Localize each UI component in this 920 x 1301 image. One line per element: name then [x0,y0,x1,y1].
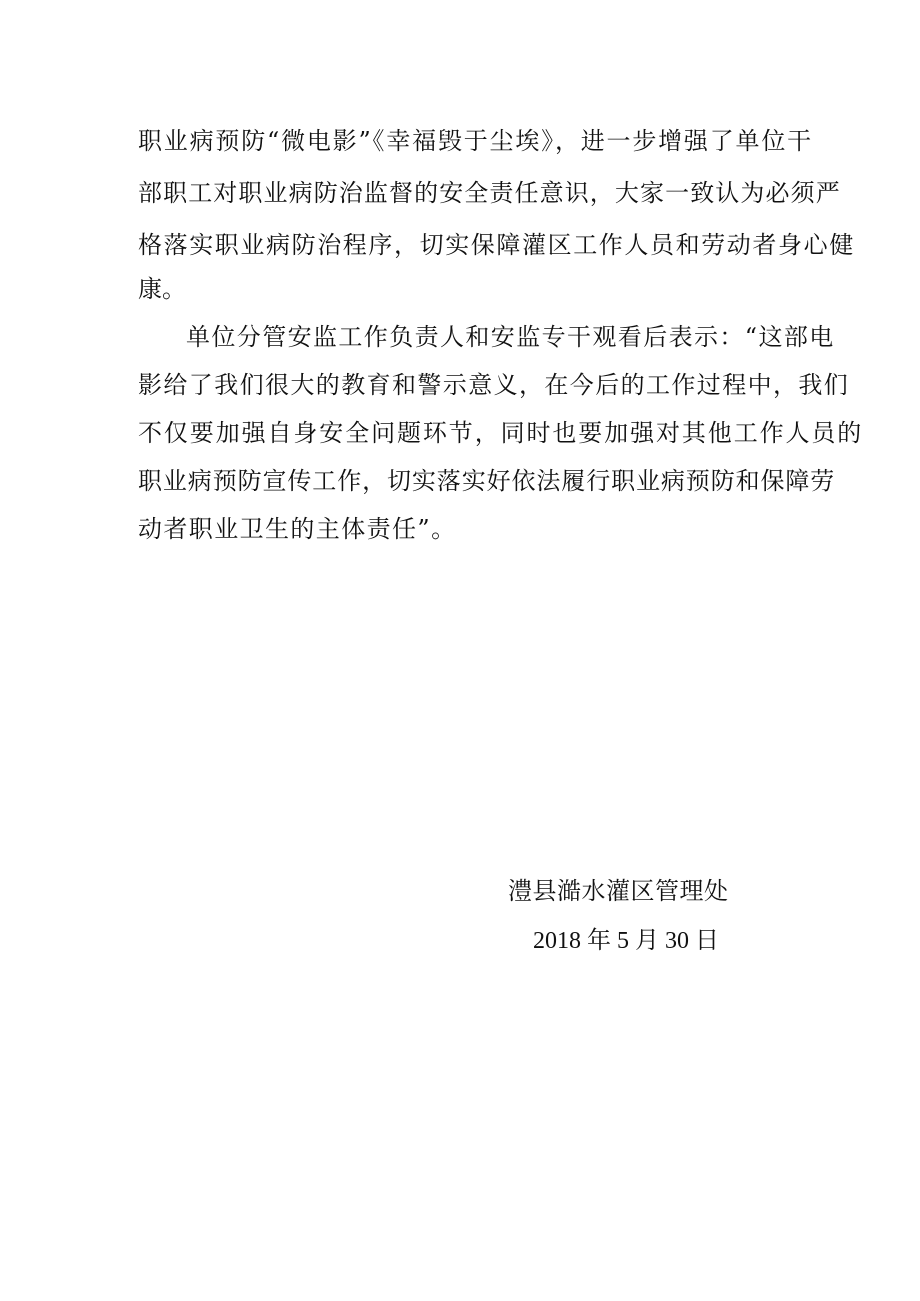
paragraph-1-line-2: 部职工对职业病防治监督的安全责任意识，大家一致认为必须严 [138,179,841,207]
signature-organization: 澧县澔水灌区管理处 [508,877,729,905]
paragraph-2-line-3: 不仅要加强自身安全问题环节，同时也要加强对其他工作人员的 [138,419,864,447]
signature-date: 2018 年 5 月 30 日 [533,928,719,954]
paragraph-1-line-1: 职业病预防“微电影”《幸福毁于尘埃》，进一步增强了单位干 [138,127,813,155]
paragraph-1-line-4: 康。 [138,275,186,303]
paragraph-2-line-1: 单位分管安监工作负责人和安监专干观看后表示：“这部电 [186,323,835,351]
paragraph-2-line-2: 影给了我们很大的教育和警示意义，在今后的工作过程中，我们 [138,371,850,399]
paragraph-1-line-3: 格落实职业病防治程序，切实保障灌区工作人员和劳动者身心健 [138,231,855,259]
paragraph-2-line-5: 动者职业卫生的主体责任”。 [138,515,457,543]
paragraph-2-line-4: 职业病预防宣传工作，切实落实好依法履行职业病预防和保障劳 [138,467,836,495]
